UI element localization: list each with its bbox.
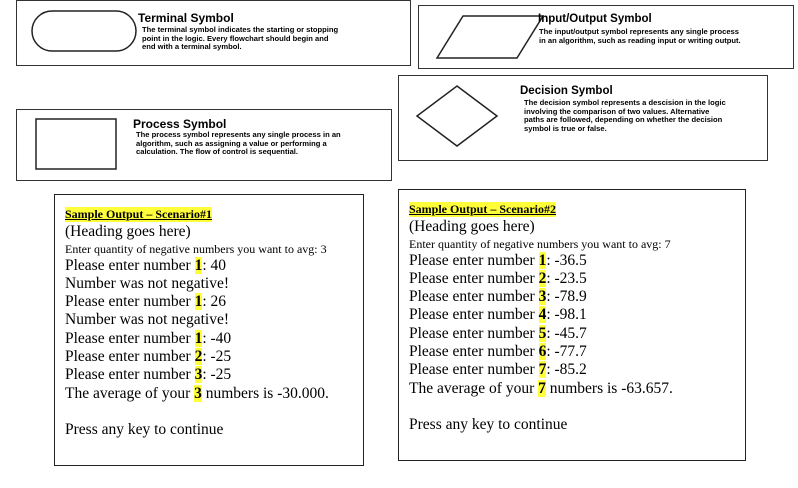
scenario2-prompt: Enter quantity of negative numbers you want to avg: 7 bbox=[409, 236, 671, 251]
output-line: Please enter number 6: -77.7 bbox=[409, 343, 587, 361]
output-line: Please enter number 4: -98.1 bbox=[409, 306, 587, 324]
terminal-symbol-description: The terminal symbol indicates the starting or stopping point in the logic. Every flowchart should begin and end with a terminal symbol. bbox=[142, 25, 339, 52]
scenario1-heading: (Heading goes here) bbox=[65, 223, 191, 241]
scenario1-prompt: Enter quantity of negative numbers you want to avg: 3 bbox=[65, 241, 327, 256]
output-line: Please enter number 2: -25 bbox=[65, 348, 232, 366]
output-line: Number was not negative! bbox=[65, 274, 229, 292]
output-line: The average of your 3 numbers is -30.000. bbox=[65, 384, 329, 402]
decision-symbol-icon bbox=[415, 84, 499, 150]
output-line: Please enter number 1: -36.5 bbox=[409, 251, 587, 269]
output-line: Please enter number 1: 40 bbox=[65, 256, 226, 274]
output-line: Please enter number 3: -25 bbox=[65, 366, 232, 384]
process-symbol-description: The process symbol represents any single process in an algorithm, such as assigning a value or performing a calculation. The flow of control is sequential. bbox=[136, 130, 341, 157]
process-symbol-panel bbox=[16, 109, 392, 181]
terminal-symbol-panel bbox=[16, 0, 411, 66]
scenario2-heading: (Heading goes here) bbox=[409, 218, 535, 236]
decision-symbol-panel bbox=[398, 75, 768, 161]
io-symbol-icon bbox=[435, 14, 547, 62]
scenario2-footer: Press any key to continue bbox=[409, 415, 568, 433]
terminal-symbol-title: Terminal Symbol bbox=[138, 11, 234, 25]
output-line: Please enter number 3: -78.9 bbox=[409, 288, 587, 306]
output-line: Please enter number 2: -23.5 bbox=[409, 269, 587, 287]
scenario1-footer: Press any key to continue bbox=[65, 420, 224, 438]
scenario2-label: Sample Output – Scenario#2 bbox=[409, 202, 557, 216]
output-line: Please enter number 1: -40 bbox=[65, 329, 232, 347]
decision-symbol-title: Decision Symbol bbox=[520, 85, 613, 97]
scenario2-output-panel bbox=[398, 189, 746, 461]
process-symbol-icon bbox=[35, 118, 119, 172]
io-symbol-description: The input/output symbol represents any single process in an algorithm, such as reading input or writing output. bbox=[539, 27, 741, 45]
decision-symbol-description: The decision symbol represents a descision in the logic involving the comparison of two values. Alternative paths are followed, depending on whether the decision symbol is true or false. bbox=[524, 98, 726, 133]
io-symbol-panel bbox=[418, 5, 794, 69]
terminal-symbol-icon bbox=[31, 10, 139, 54]
output-line: The average of your 7 numbers is -63.657. bbox=[409, 379, 673, 397]
scenario1-output-panel bbox=[54, 194, 364, 466]
io-symbol-title: Input/Output Symbol bbox=[538, 13, 652, 25]
output-line: Please enter number 5: -45.7 bbox=[409, 324, 587, 342]
output-line: Number was not negative! bbox=[65, 311, 229, 329]
scenario2-lines bbox=[409, 252, 745, 398]
output-line: Please enter number 1: 26 bbox=[65, 293, 226, 311]
process-symbol-title: Process Symbol bbox=[133, 117, 227, 131]
scenario1-lines bbox=[65, 257, 363, 403]
output-line: Please enter number 7: -85.2 bbox=[409, 361, 587, 379]
scenario1-label: Sample Output – Scenario#1 bbox=[65, 207, 213, 221]
